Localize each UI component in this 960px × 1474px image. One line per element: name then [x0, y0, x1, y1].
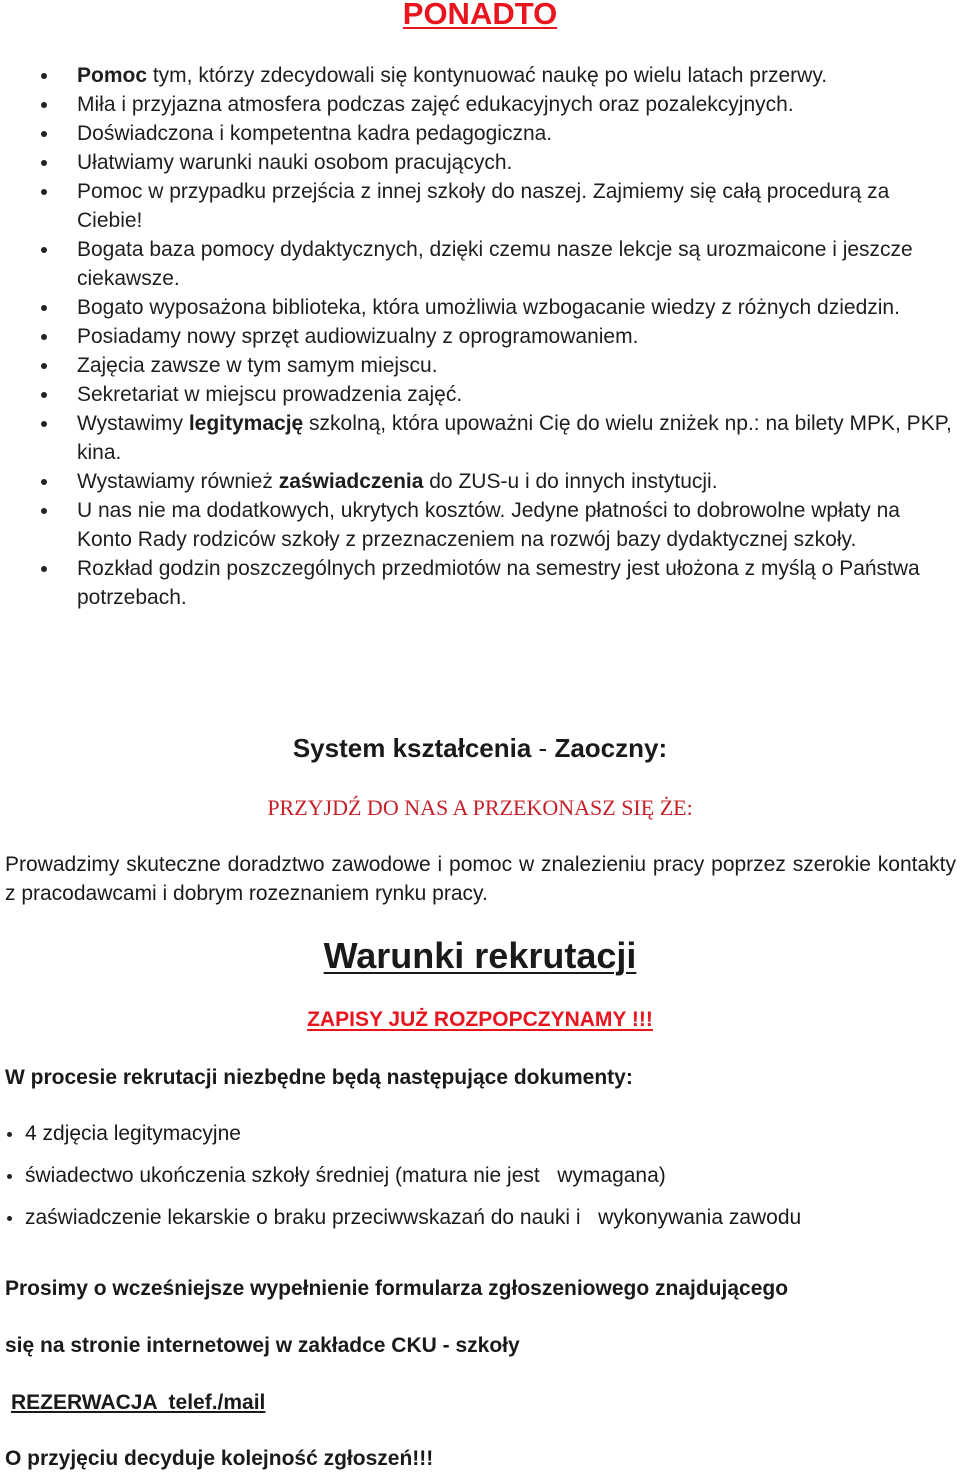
benefit-item	[0, 148, 960, 177]
benefit-text: Wystawiamy również	[77, 470, 279, 493]
benefit-text: tym, którzy zdecydowali się kontynuować naukę po wielu latach przerwy.	[147, 64, 828, 87]
benefit-highlight: zaświadczenia	[278, 470, 424, 493]
benefit-item	[0, 554, 960, 612]
benefit-text: Rozkład godzin poszczególnych przedmiotów na semestry jest ułożona z myślą o Państwa potrzebach.	[77, 557, 920, 609]
benefit-item	[0, 409, 960, 467]
benefit-item	[0, 61, 960, 90]
career-paragraph: Prowadzimy skuteczne doradztwo zawodowe i pomoc w znalezieniu pracy poprzez szerokie kontakty z pracodawcami i dobrym rozeznaniem rynku pracy.	[5, 853, 956, 905]
benefit-item	[0, 90, 960, 119]
benefit-item	[0, 496, 960, 554]
rezerwacja-link[interactable]: REZERWACJA telef./mail	[11, 1391, 266, 1414]
system-title-part1: System kształcenia	[292, 733, 539, 763]
benefit-item	[0, 293, 960, 322]
przyjdz-line: PRZYJDŹ DO NAS A PRZEKONASZ SIĘ ŻE:	[267, 795, 693, 820]
benefit-highlight: legitymację	[188, 412, 304, 435]
documents-heading: W procesie rekrutacji niezbędne będą następujące dokumenty:	[5, 1066, 633, 1089]
benefit-text: szkolną, która upoważni Cię do wielu zniżek np.: na bilety MPK, PKP, kina.	[77, 412, 952, 464]
prosimy-line-2: się na stronie internetowej w zakładce CKU - szkoły	[5, 1334, 520, 1357]
heading-ponadto: PONADTO	[402, 0, 558, 31]
benefit-item	[0, 235, 960, 293]
benefit-item	[0, 177, 960, 235]
benefit-text: Bogata baza pomocy dydaktycznych, dzięki czemu nasze lekcje są urozmaicone i jeszcze ciekawsze.	[77, 238, 913, 290]
documents-list	[0, 1119, 960, 1245]
benefit-text: Wystawimy	[77, 412, 189, 435]
benefit-text: Doświadczona i kompetentna kadra pedagogiczna.	[77, 122, 553, 145]
system-title	[0, 731, 960, 765]
recruitment-title: Warunki rekrutacji	[323, 935, 637, 976]
benefit-text: Posiadamy nowy sprzęt audiowizualny z oprogramowaniem.	[77, 325, 639, 348]
benefit-highlight: Pomoc	[77, 64, 148, 87]
benefit-text: Sekretariat w miejscu prowadzenia zajęć.	[77, 383, 463, 406]
system-title-dash: -	[538, 733, 548, 763]
benefit-item	[0, 380, 960, 409]
benefit-text: U nas nie ma dodatkowych, ukrytych kosztów. Jedyne płatności to dobrowolne wpłaty na Konto Rady rodziców szkoły z przeznaczeniem na rozwój bazy dydaktycznej szkoły.	[77, 499, 900, 551]
benefit-text: Miła i przyjazna atmosfera podczas zajęć edukacyjnych oraz pozalekcyjnych.	[77, 93, 794, 116]
benefit-text: do ZUS-u i do innych instytucji.	[423, 470, 718, 493]
zapisy-banner: ZAPISY JUŻ ROZPOPCZYNAMY !!!	[307, 1008, 653, 1031]
document-item: świadectwo ukończenia szkoły średniej (matura nie jest wymagana)	[0, 1161, 960, 1203]
benefit-text: Ułatwiamy warunki nauki osobom pracujących.	[77, 151, 513, 174]
system-title-part2: Zaoczny:	[547, 733, 668, 763]
benefit-text: Zajęcia zawsze w tym samym miejscu.	[77, 354, 438, 377]
document-item: 4 zdjęcia legitymacyjne	[0, 1119, 960, 1161]
benefit-item	[0, 119, 960, 148]
benefit-item	[0, 467, 960, 496]
document-item: zaświadczenie lekarskie o braku przeciwwskazań do nauki i wykonywania zawodu	[0, 1203, 960, 1245]
benefit-text: Bogato wyposażona biblioteka, która umożliwia wzbogacanie wiedzy z różnych dziedzin.	[77, 296, 900, 319]
benefits-list	[0, 61, 960, 612]
benefit-item	[0, 322, 960, 351]
benefit-item	[0, 351, 960, 380]
prosimy-line-1: Prosimy o wcześniejsze wypełnienie formularza zgłoszeniowego znajdującego	[5, 1277, 789, 1300]
decyduje-note: O przyjęciu decyduje kolejność zgłoszeń!!!	[5, 1447, 434, 1470]
benefit-text: Pomoc w przypadku przejścia z innej szkoły do naszej. Zajmiemy się całą procedurą za Ciebie!	[77, 180, 890, 232]
